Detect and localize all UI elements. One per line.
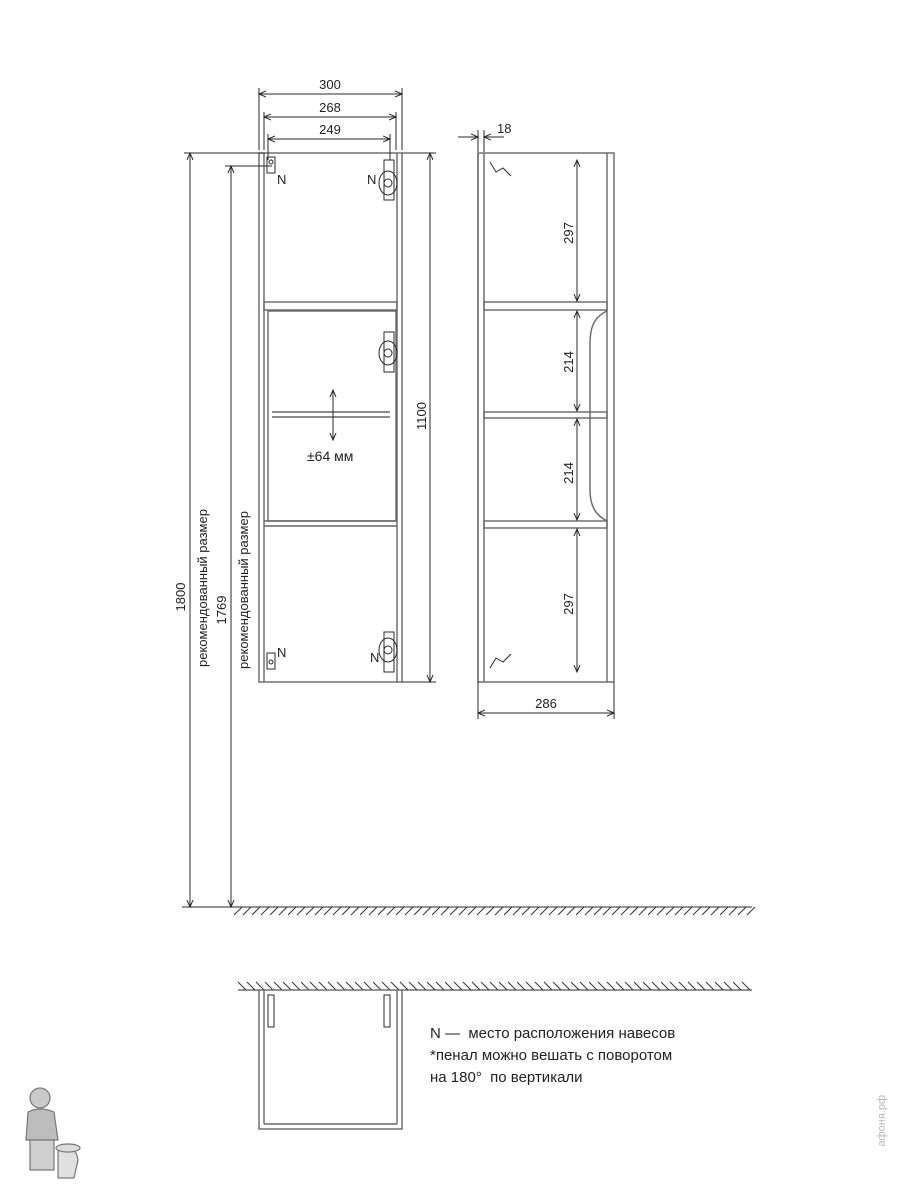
hatch-line bbox=[738, 907, 746, 915]
legend-line-vertical: на 180° по вертикали bbox=[430, 1069, 583, 1086]
hatch-line bbox=[697, 982, 705, 990]
hatch-line bbox=[553, 982, 561, 990]
cabinet-top-outline bbox=[259, 990, 402, 1129]
door-panel bbox=[268, 311, 396, 521]
legend-line-hangers: N — место расположения навесов bbox=[430, 1025, 676, 1042]
dimension-height-label: 1100 bbox=[414, 402, 429, 430]
hatch-line bbox=[679, 982, 687, 990]
dimension-section-4-label: 297 bbox=[561, 593, 576, 615]
hatch-line bbox=[567, 907, 575, 915]
hatch-line bbox=[270, 907, 278, 915]
hatch-line bbox=[373, 982, 381, 990]
shelf-adjust-label: ±64 мм bbox=[307, 448, 354, 464]
hatch-line bbox=[328, 982, 336, 990]
hatch-line bbox=[247, 982, 255, 990]
hatch-line bbox=[684, 907, 692, 915]
hatch-line bbox=[346, 982, 354, 990]
hinge-mark-n: N bbox=[367, 172, 377, 187]
hatch-line bbox=[558, 907, 566, 915]
hatch-line bbox=[481, 982, 489, 990]
hinge-bottom-right bbox=[379, 632, 397, 672]
hatch-line bbox=[261, 907, 269, 915]
hatch-line bbox=[414, 907, 422, 915]
hinge-mark-n: N bbox=[370, 650, 380, 665]
hatch-line bbox=[351, 907, 359, 915]
hanger-top-view bbox=[268, 995, 274, 1027]
hatch-line bbox=[607, 982, 615, 990]
hatch-line bbox=[436, 982, 444, 990]
hatch-line bbox=[571, 982, 579, 990]
hatch-line bbox=[589, 982, 597, 990]
hatch-line bbox=[256, 982, 264, 990]
rec-label: рекомендованный размер bbox=[195, 509, 210, 667]
hatch-line bbox=[288, 907, 296, 915]
hinge-mark-n: N bbox=[277, 172, 287, 187]
dimension-section-2-label: 214 bbox=[561, 351, 576, 373]
hatch-line bbox=[742, 982, 750, 990]
hatch-line bbox=[342, 907, 350, 915]
hatch-line bbox=[594, 907, 602, 915]
dimension-width-outer-label: 300 bbox=[319, 77, 341, 92]
hatch-line bbox=[274, 982, 282, 990]
hatch-line bbox=[306, 907, 314, 915]
hatch-line bbox=[337, 982, 345, 990]
hatch-line bbox=[549, 907, 557, 915]
dimension-section-3-label: 214 bbox=[561, 462, 576, 484]
side-view bbox=[458, 121, 614, 719]
hatch-line bbox=[580, 982, 588, 990]
hatch-line bbox=[729, 907, 737, 915]
hatch-line bbox=[432, 907, 440, 915]
hatch-line bbox=[405, 907, 413, 915]
hatch-line bbox=[535, 982, 543, 990]
front-view bbox=[173, 77, 436, 907]
hatch-line bbox=[526, 982, 534, 990]
hatch-line bbox=[369, 907, 377, 915]
hatch-line bbox=[333, 907, 341, 915]
legend-line-rotation: *пенал можно вешать с поворотом bbox=[430, 1047, 673, 1064]
hatch-line bbox=[711, 907, 719, 915]
hanger-detail bbox=[490, 162, 511, 176]
hatch-line bbox=[508, 982, 516, 990]
hatch-line bbox=[396, 907, 404, 915]
hatch-line bbox=[454, 982, 462, 990]
hatch-line bbox=[720, 907, 728, 915]
hatch-line bbox=[616, 982, 624, 990]
hatch-line bbox=[315, 907, 323, 915]
hinge-mark-n: N bbox=[277, 645, 287, 660]
hatch-line bbox=[279, 907, 287, 915]
hatch-line bbox=[661, 982, 669, 990]
hatch-line bbox=[423, 907, 431, 915]
hatch-line bbox=[504, 907, 512, 915]
dimension-rec-height-1769-label: 1769 bbox=[214, 595, 229, 625]
hatch-line bbox=[648, 907, 656, 915]
dimension-width-door-label: 249 bbox=[319, 122, 341, 137]
hatch-line bbox=[378, 907, 386, 915]
hatch-line bbox=[540, 907, 548, 915]
hatch-line bbox=[522, 907, 530, 915]
hatch-line bbox=[639, 907, 647, 915]
hatch-line bbox=[693, 907, 701, 915]
hatch-line bbox=[670, 982, 678, 990]
shelf bbox=[264, 302, 397, 310]
hatch-line bbox=[319, 982, 327, 990]
dimension-thickness-label: 18 bbox=[497, 121, 512, 136]
legend bbox=[430, 1023, 675, 1089]
hatch-line bbox=[585, 907, 593, 915]
hatch-line bbox=[265, 982, 273, 990]
hanger-detail bbox=[490, 654, 511, 668]
hatch-line bbox=[715, 982, 723, 990]
hatch-line bbox=[441, 907, 449, 915]
hatch-line bbox=[234, 907, 242, 915]
hatch-line bbox=[562, 982, 570, 990]
hatch-line bbox=[324, 907, 332, 915]
dimension-depth-label: 286 bbox=[535, 696, 557, 711]
hatch-line bbox=[666, 907, 674, 915]
hatch-line bbox=[643, 982, 651, 990]
hatch-line bbox=[409, 982, 417, 990]
hatch-line bbox=[531, 907, 539, 915]
hatch-line bbox=[387, 907, 395, 915]
hatch-line bbox=[463, 982, 471, 990]
hatch-line bbox=[418, 982, 426, 990]
hanger-top-view bbox=[384, 995, 390, 1027]
hatch-line bbox=[252, 907, 260, 915]
hatch-line bbox=[450, 907, 458, 915]
hatch-line bbox=[445, 982, 453, 990]
hatch-line bbox=[688, 982, 696, 990]
hatch-line bbox=[459, 907, 467, 915]
hatch-line bbox=[477, 907, 485, 915]
hatch-line bbox=[612, 907, 620, 915]
hatch-line bbox=[517, 982, 525, 990]
shelf bbox=[484, 412, 607, 418]
hatch-line bbox=[576, 907, 584, 915]
hatch-line bbox=[724, 982, 732, 990]
hatch-line bbox=[310, 982, 318, 990]
rec-label: рекомендованный размер bbox=[236, 511, 251, 669]
watermark: афоня.рф bbox=[876, 1095, 888, 1147]
hatch-line bbox=[486, 907, 494, 915]
dimension-section-1-label: 297 bbox=[561, 222, 576, 244]
hinge-top-right bbox=[379, 160, 397, 200]
hatch-line bbox=[747, 907, 755, 915]
hatch-line bbox=[630, 907, 638, 915]
hatch-line bbox=[355, 982, 363, 990]
hatch-line bbox=[733, 982, 741, 990]
floor-line bbox=[182, 907, 755, 915]
hatch-line bbox=[652, 982, 660, 990]
door-handle-profile bbox=[590, 311, 607, 521]
hatch-line bbox=[400, 982, 408, 990]
hatch-line bbox=[657, 907, 665, 915]
dimension-rec-height-1800-label: 1800 bbox=[173, 582, 188, 612]
hatch-line bbox=[427, 982, 435, 990]
hatch-line bbox=[238, 982, 246, 990]
dimension-width-inner-label: 268 bbox=[319, 100, 341, 115]
plumber-mascot-logo bbox=[18, 1078, 88, 1188]
hatch-line bbox=[243, 907, 251, 915]
hanger-bottom-left bbox=[267, 653, 275, 669]
hatch-line bbox=[391, 982, 399, 990]
hatch-line bbox=[598, 982, 606, 990]
hatch-line bbox=[621, 907, 629, 915]
hatch-line bbox=[495, 907, 503, 915]
hatch-line bbox=[472, 982, 480, 990]
hatch-line bbox=[301, 982, 309, 990]
hatch-line bbox=[625, 982, 633, 990]
hatch-line bbox=[702, 907, 710, 915]
shelf bbox=[484, 521, 607, 528]
shelf bbox=[484, 302, 607, 310]
hatch-line bbox=[490, 982, 498, 990]
hatch-line bbox=[603, 907, 611, 915]
hatch-line bbox=[364, 982, 372, 990]
hatch-line bbox=[283, 982, 291, 990]
hatch-line bbox=[675, 907, 683, 915]
hinge-middle-right bbox=[379, 332, 397, 372]
hatch-line bbox=[513, 907, 521, 915]
hatch-line bbox=[706, 982, 714, 990]
hatch-line bbox=[499, 982, 507, 990]
hatch-line bbox=[382, 982, 390, 990]
hatch-line bbox=[297, 907, 305, 915]
hatch-line bbox=[468, 907, 476, 915]
hatch-line bbox=[634, 982, 642, 990]
hatch-line bbox=[360, 907, 368, 915]
hatch-line bbox=[544, 982, 552, 990]
hatch-line bbox=[292, 982, 300, 990]
